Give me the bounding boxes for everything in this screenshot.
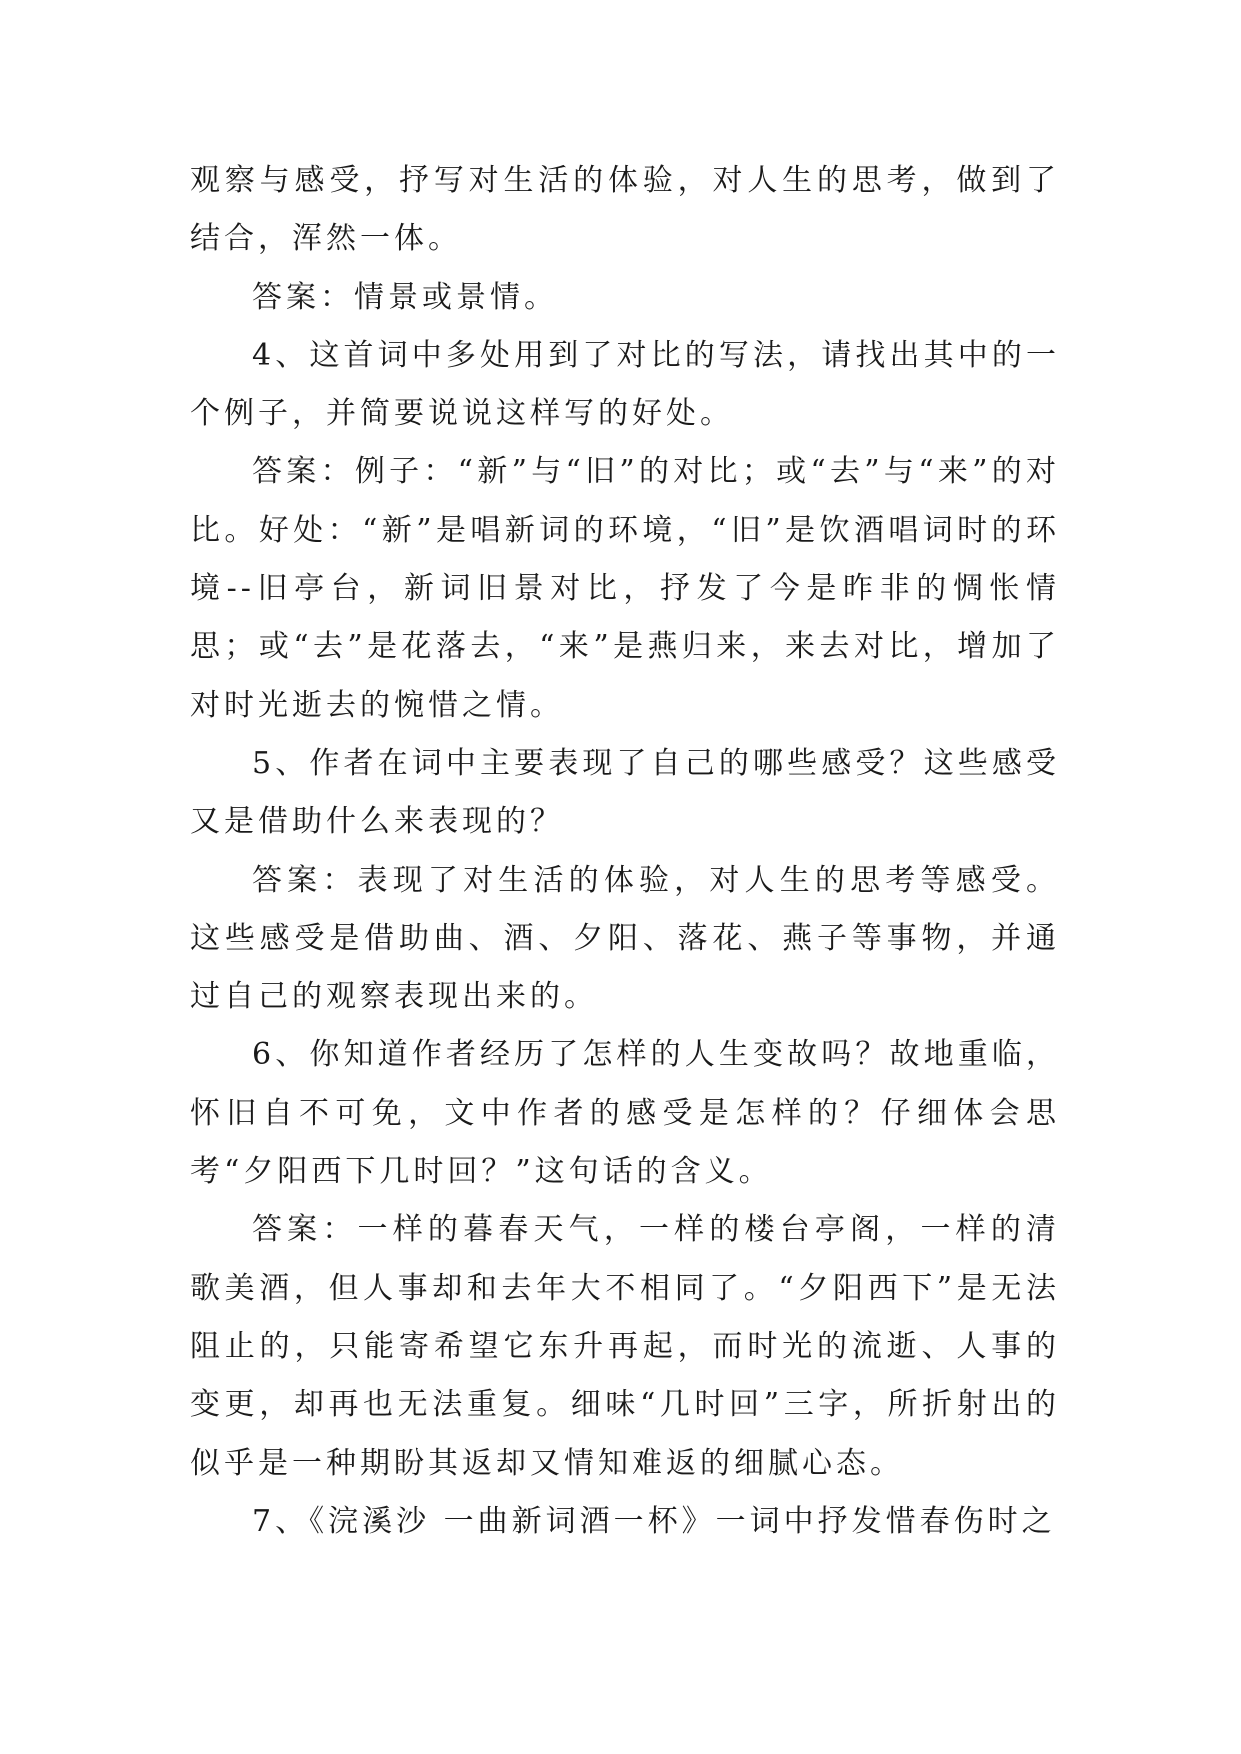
question-6: 6、你知道作者经历了怎样的人生变故吗？故地重临，怀旧自不可免，文中作者的感受是怎样的？仔细体会思考“夕阳西下几时回？”这句话的含义。 [190,1037,1060,1190]
question-7: 7、《浣溪沙 一曲新词酒一杯》一词中抒发惜春伤时之 [252,1503,1056,1539]
document-body [190,152,1060,1551]
answer-3: 答案：情景或景情。 [252,279,558,315]
answer-6: 答案：一样的暮春天气，一样的楼台亭阁，一样的清歌美酒，但人事却和去年大不相同了。“夕阳西下”是无法阻止的，只能寄希望它东升再起，而时光的流逝、人事的变更，却再也无法重复。细味“几时回”三字，所折射出的似乎是一种期盼其返却又情知难返的细腻心态。 [190,1212,1060,1481]
question-5: 5、作者在词中主要表现了自己的哪些感受？这些感受又是借助什么来表现的？ [190,745,1060,840]
answer-4: 答案：例子：“新”与“旧”的对比；或“去”与“来”的对比。好处：“新”是唱新词的环境，“旧”是饮酒唱词时的环境--旧亭台，新词旧景对比，抒发了今是昨非的惆怅情思；或“去”是花落去，“来”是燕归来，来去对比，增加了对时光逝去的惋惜之情。 [190,454,1060,723]
paragraph-continuation: 观察与感受，抒写对生活的体验，对人生的思考，做到了结合，浑然一体。 [190,163,1060,257]
answer-5: 答案：表现了对生活的体验，对人生的思考等感受。这些感受是借助曲、酒、夕阳、落花、燕子等事物，并通过自己的观察表现出来的。 [190,862,1060,1015]
question-4: 4、这首词中多处用到了对比的写法，请找出其中的一个例子，并简要说说这样写的好处。 [190,337,1060,432]
